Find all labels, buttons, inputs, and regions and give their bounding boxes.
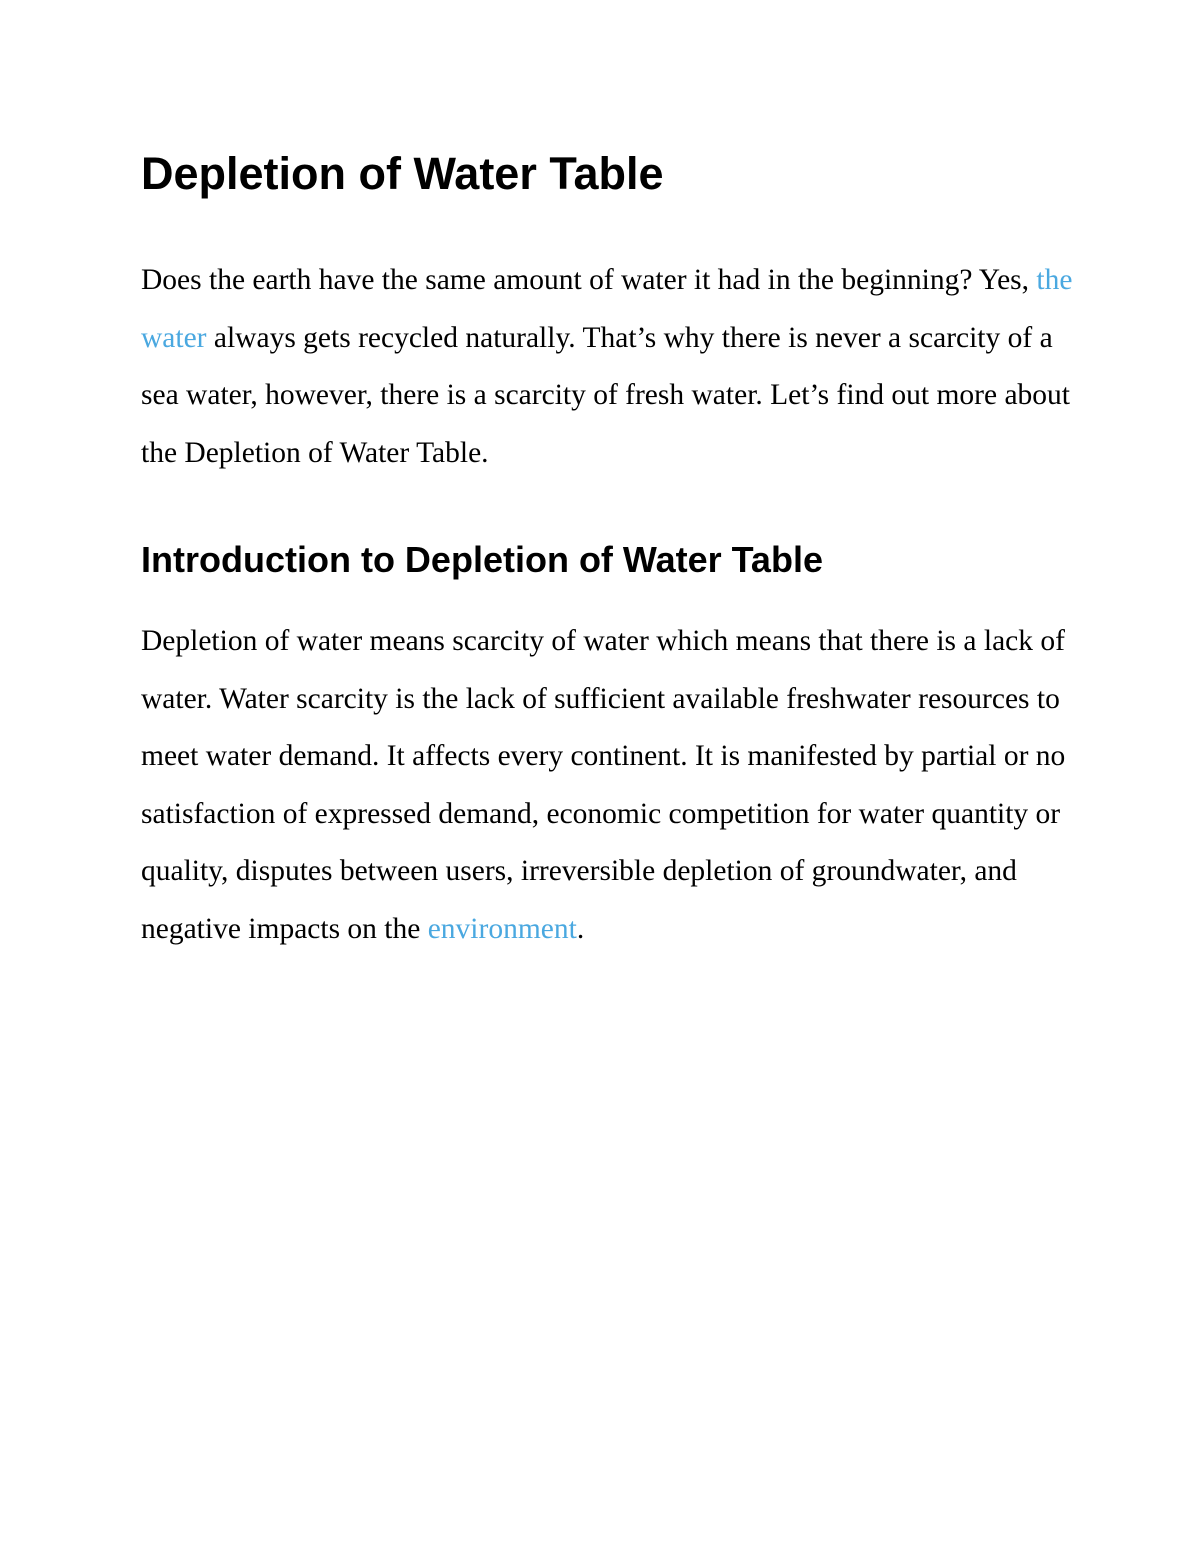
intro-paragraph [141, 252, 1081, 482]
section-heading: Introduction to Depletion of Water Table [141, 539, 823, 580]
page-title: Depletion of Water Table [141, 148, 664, 199]
section-paragraph [141, 613, 1081, 958]
intro-text-after-link: always gets recycled naturally. That’s why there is never a scarcity of a sea water, however, there is a scarcity of fresh water. Let’s find out more about the Depletion of Water Table. [141, 321, 1070, 469]
the-water-link[interactable]: the water [141, 264, 1073, 354]
document-content [141, 146, 1081, 958]
section-text-after-link: . [576, 912, 585, 945]
section-text-before-link: Depletion of water means scarcity of water which means that there is a lack of water. Water scarcity is the lack of sufficient available freshwater resources to meet water demand. It affects every continent. It is manifested by partial or no satisfaction of expressed demand, economic competition for water quantity or quality, disputes between users, irreversible depletion of groundwater, and negative impacts on the [141, 625, 1066, 945]
intro-text-before-link: Does the earth have the same amount of water it had in the beginning? Yes, [141, 264, 1037, 296]
environment-link[interactable]: environment [427, 912, 577, 945]
